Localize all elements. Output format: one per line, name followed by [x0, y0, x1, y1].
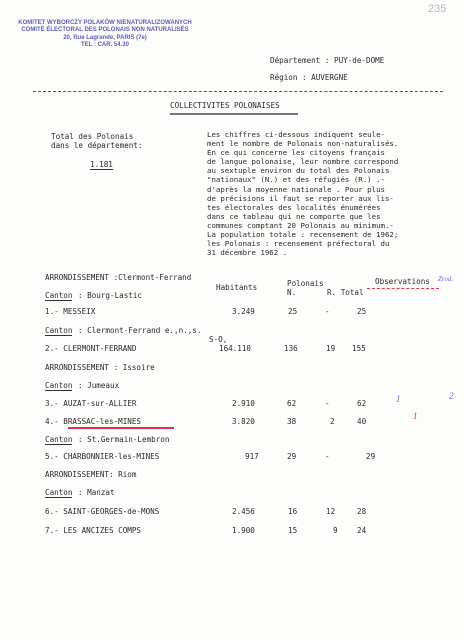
table-row: 6.- SAINT-GEORGES-de-MONS 2.456 16 12 28	[45, 507, 367, 516]
table-row: 7.- LES ANCIZES COMPS 1.900 15 9 24	[45, 526, 367, 535]
handwritten-mark: 1	[413, 411, 418, 421]
canton-row: Canton : St.Germain-Lembron	[45, 435, 170, 444]
total-label-line-1: Total des Polonais	[51, 132, 134, 141]
departement: Département : PUY-de-DOME	[270, 56, 385, 65]
table-row: 1.- MESSEIX 3.249 25 - 25	[45, 307, 367, 316]
observations-red-mark	[367, 288, 439, 289]
explanatory-note: Les chiffres ci-dessous indiquent seule- ment le nombre de Polonais non-naturalisés. En ce qui concerne les citoyens français de langue polonaise, leur nombre correspond au sextuple environ du total des Polonais "nationaux" (N.) et des réfugiés (R.) .- d'après la moyenne nationale . Pour plus de précisions il faut se reporter aux lis- tes électorales des localités énumérées dans ce tableau qui ne comporte que les communes comptant 20 Polonais au minimum.- La population totale : recensement de 1962; les Polonais : recensement préfectoral du 31 décembre 1962 .	[207, 130, 399, 258]
table-row: 3.- AUZAT-sur-ALLIER 2.910 62 - 62 1 2	[45, 391, 454, 408]
stamp-line-3: 20, Rue Lagrande, PARIS (7e)	[63, 34, 147, 41]
table-row: 5.- CHARBONNIER-les-MINES 917 29 - 29	[45, 452, 376, 461]
arrondissement-row: ARRONDISSEMENT :Clermont-Ferrand	[45, 273, 192, 282]
canton-row: Canton : Jumeaux	[45, 381, 120, 390]
canton-row: Canton : Clermont-Ferrand e.,n.,s.	[45, 326, 202, 335]
page-number: 235	[428, 3, 447, 15]
canton-row: Canton : Bourg-Lastic	[45, 291, 143, 300]
document-title: COLLECTIVITES POLONAISES	[170, 101, 280, 110]
header-divider	[33, 91, 443, 92]
stamp-line-4: TEL : CAR. 54.30	[81, 42, 129, 49]
title-underline	[170, 113, 298, 115]
table-row: 4.- BRASSAC-les-MINES 3.820 38 2 40 1	[45, 411, 418, 426]
col-observations: Observations	[375, 277, 430, 286]
handwritten-mark: 1	[396, 394, 401, 404]
col-n: N.	[287, 288, 297, 297]
committee-stamp	[16, 20, 194, 50]
col-habitants: Habitants	[216, 283, 258, 292]
total-label-line-2: dans le département:	[51, 141, 143, 150]
handwritten-mark: 2	[449, 391, 454, 401]
red-underline	[68, 427, 174, 429]
canton-continuation: S-O,	[209, 335, 228, 344]
handwritten-note: Zrod.	[438, 275, 454, 283]
canton-row: Canton : Manzat	[45, 488, 115, 497]
col-r-total: R. Total	[327, 288, 364, 297]
arrondissement-row: ARRONDISSEMENT: Riom	[45, 470, 137, 479]
arrondissement-row: ARRONDISSEMENT : Issoire	[45, 363, 155, 372]
region: Région : AUVERGNE	[270, 73, 348, 82]
col-polonais: Polonais	[287, 279, 324, 288]
total-value: 1.181	[90, 160, 113, 169]
stamp-line-1: KOMITET WYBORCZY POLAKÓW NIENATURALIZOWANYCH	[18, 20, 192, 26]
stamp-line-2: COMITÉ ÉLECTORAL DES POLONAIS NON NATURALISÉS	[21, 27, 189, 34]
table-row: 2.- CLERMONT-FERRAND 164.110 136 19 155	[45, 344, 366, 353]
